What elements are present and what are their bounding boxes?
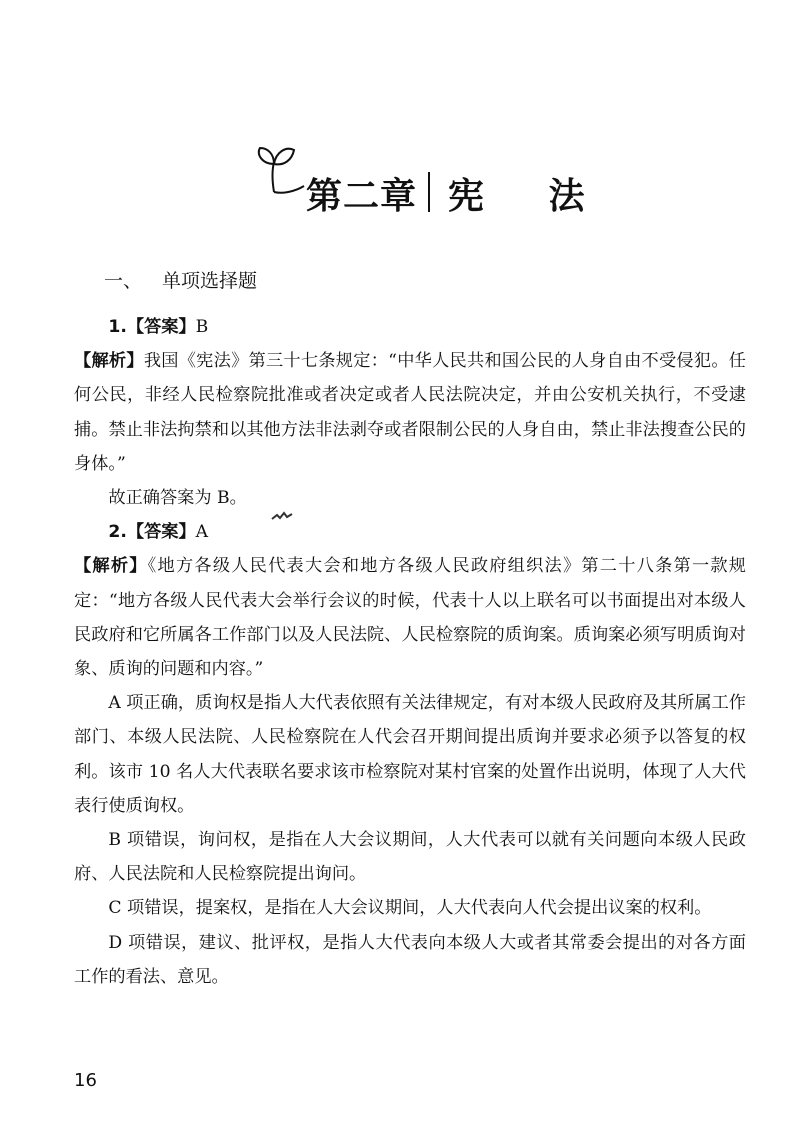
explanation-1 xyxy=(74,344,746,481)
section-heading xyxy=(104,266,257,293)
explanation-label: 【解析】 xyxy=(74,351,144,372)
chapter-subject: 宪 法 xyxy=(448,176,611,217)
option-a: A 项正确，质询权是指人大代表依照有关法律规定，有对本级人民政府及其所属工作部门、本级人民法院、人民检察院在人代会召开期间提出质询并要求必须予以答复的权利。该市 10 名人大代表联名要求该市检察院对某村官案的处置作出说明，体现了人大代表行使质询权。 xyxy=(74,693,746,816)
chapter-title: 第二章 xyxy=(306,176,418,217)
explanation-2 xyxy=(74,549,746,686)
section-title: 单项选择题 xyxy=(162,270,258,292)
explanation-label: 【解析】 xyxy=(74,556,148,577)
chapter-divider xyxy=(428,172,430,212)
answer-body xyxy=(74,310,746,994)
option-d: D 项错误，建议、批评权，是指人大代表向本级人大或者其常委会提出的对各方面工作的看法、意见。 xyxy=(74,932,746,987)
conclusion-1: 故正确答案为 B。 xyxy=(108,488,247,509)
answer-value: B xyxy=(195,317,209,337)
section-number: 一、 xyxy=(104,270,143,292)
answer-value: A xyxy=(195,522,209,543)
explanation-text: 我国《宪法》第三十七条规定：“中华人民共和国公民的人身自由不受侵犯。任何公民，非经人民检察院批准或者决定或者人民法院决定，并由公安机关执行，不受逮捕。禁止非法拘禁和以其他方法非法剥夺或者限制公民的人身自由，禁止非法搜查公民的身体。” xyxy=(74,351,746,474)
option-c: C 项错误，提案权，是指在人大会议期间，人大代表向人代会提出议案的权利。 xyxy=(108,898,712,919)
explanation-text: 《地方各级人民代表大会和地方各级人民政府组织法》第二十八条第一款规定：“地方各级人民代表大会举行会议的时候，代表十人以上联名可以书面提出对本级人民政府和它所属各工作部门以及人民法院、人民检察院的质询案。质询案必须写明质询对象、质询的问题和内容。” xyxy=(74,556,746,680)
answer-label: 2.【答案】 xyxy=(108,522,196,543)
answer-label: 1.【答案】 xyxy=(108,317,196,337)
option-b: B 项错误，询问权，是指在人大会议期间，人大代表可以就有关问题向本级人民政府、人民法院和人民检察院提出询问。 xyxy=(74,830,746,885)
answer-label-1 xyxy=(74,310,746,344)
answer-label-2 xyxy=(74,515,746,549)
ink-smudge-mark xyxy=(270,510,294,524)
sprout-icon xyxy=(252,140,312,200)
page-number: 16 xyxy=(74,1070,97,1091)
chapter-header xyxy=(252,140,611,220)
